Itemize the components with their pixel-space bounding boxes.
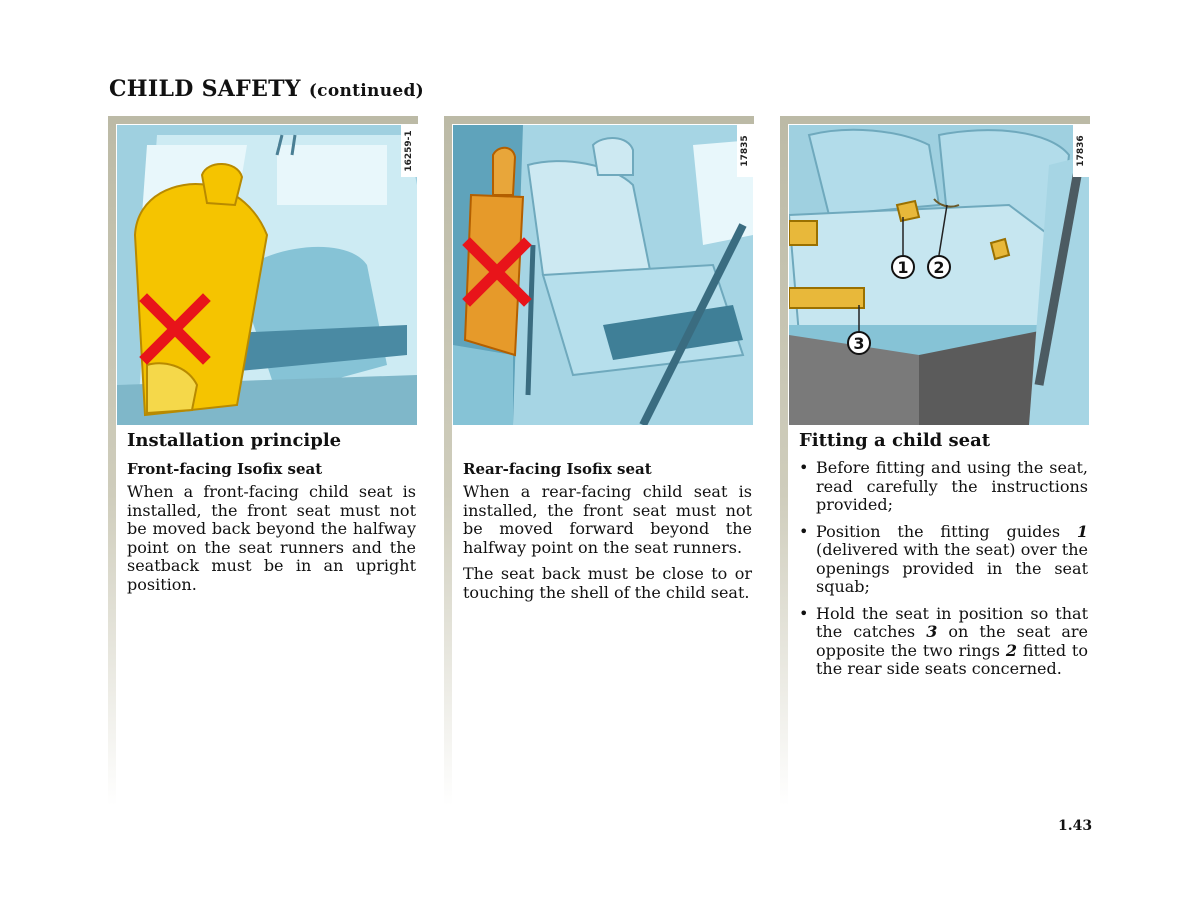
page-title-continued: (continued) bbox=[308, 81, 424, 101]
callout-3-icon bbox=[848, 332, 870, 354]
list-item: • Before fitting and using the seat, read carefully the instructions provided; bbox=[799, 459, 1088, 515]
section-heading: Fitting a child seat bbox=[799, 430, 991, 451]
column-installation-principle bbox=[108, 116, 418, 806]
callouts bbox=[789, 125, 1089, 425]
prohibition-cross-icon bbox=[117, 125, 417, 425]
svg-text:1: 1 bbox=[897, 258, 909, 277]
callout-2-icon bbox=[928, 256, 950, 278]
page-title bbox=[109, 76, 424, 102]
column-text bbox=[127, 429, 416, 602]
column-top-bar bbox=[108, 116, 418, 124]
illustration-rear-facing-seat bbox=[453, 125, 753, 425]
list-item: • Position the fitting guides 1 (delivered with the seat) over the openings provided in the seat squab; bbox=[799, 523, 1088, 597]
figure-reference-code: 17835 bbox=[737, 125, 753, 177]
reference-number: 2 bbox=[1005, 640, 1017, 660]
column-text bbox=[799, 429, 1088, 687]
svg-text:3: 3 bbox=[853, 334, 865, 353]
section-subheading: Front-facing Isofix seat bbox=[127, 460, 323, 478]
section-heading: Installation principle bbox=[127, 430, 342, 451]
column-fitting-child-seat bbox=[780, 116, 1090, 806]
svg-text:2: 2 bbox=[933, 258, 945, 277]
illustration-isofix-anchors bbox=[789, 125, 1089, 425]
list-item: • Hold the seat in position so that the catches 3 on the seat are opposite the two rings 2 fitted to the rear side seats concerned. bbox=[799, 605, 1088, 679]
instruction-list bbox=[799, 459, 1088, 679]
figure-reference-code: 16259-1 bbox=[401, 125, 417, 177]
column-top-bar bbox=[780, 116, 1090, 124]
callout-1-icon bbox=[892, 256, 914, 278]
illustration-front-facing-seat bbox=[117, 125, 417, 425]
page-title-main: CHILD SAFETY bbox=[109, 76, 301, 102]
section-subheading: Rear-facing Isofix seat bbox=[463, 460, 652, 478]
reference-number: 3 bbox=[926, 622, 938, 641]
prohibition-cross-icon bbox=[453, 125, 753, 425]
column-accent-bar bbox=[108, 116, 116, 806]
column-accent-bar bbox=[780, 116, 788, 806]
paragraph: When a rear-facing child seat is installed, the front seat must not be moved forward beyond the halfway point on the seat runners. bbox=[463, 482, 752, 557]
paragraph: When a front-facing child seat is installed, the front seat must not be moved back beyond the halfway point on the seat runners and the seatback must be in an upright position. bbox=[127, 482, 416, 594]
reference-number: 1 bbox=[1076, 521, 1088, 541]
column-accent-bar bbox=[444, 116, 452, 806]
column-text bbox=[463, 429, 752, 610]
column-top-bar bbox=[444, 116, 754, 124]
page-number: 1.43 bbox=[1058, 818, 1093, 834]
column-rear-facing bbox=[444, 116, 754, 806]
paragraph: The seat back must be close to or touching the shell of the child seat. bbox=[463, 564, 752, 602]
figure-reference-code: 17836 bbox=[1073, 125, 1089, 177]
